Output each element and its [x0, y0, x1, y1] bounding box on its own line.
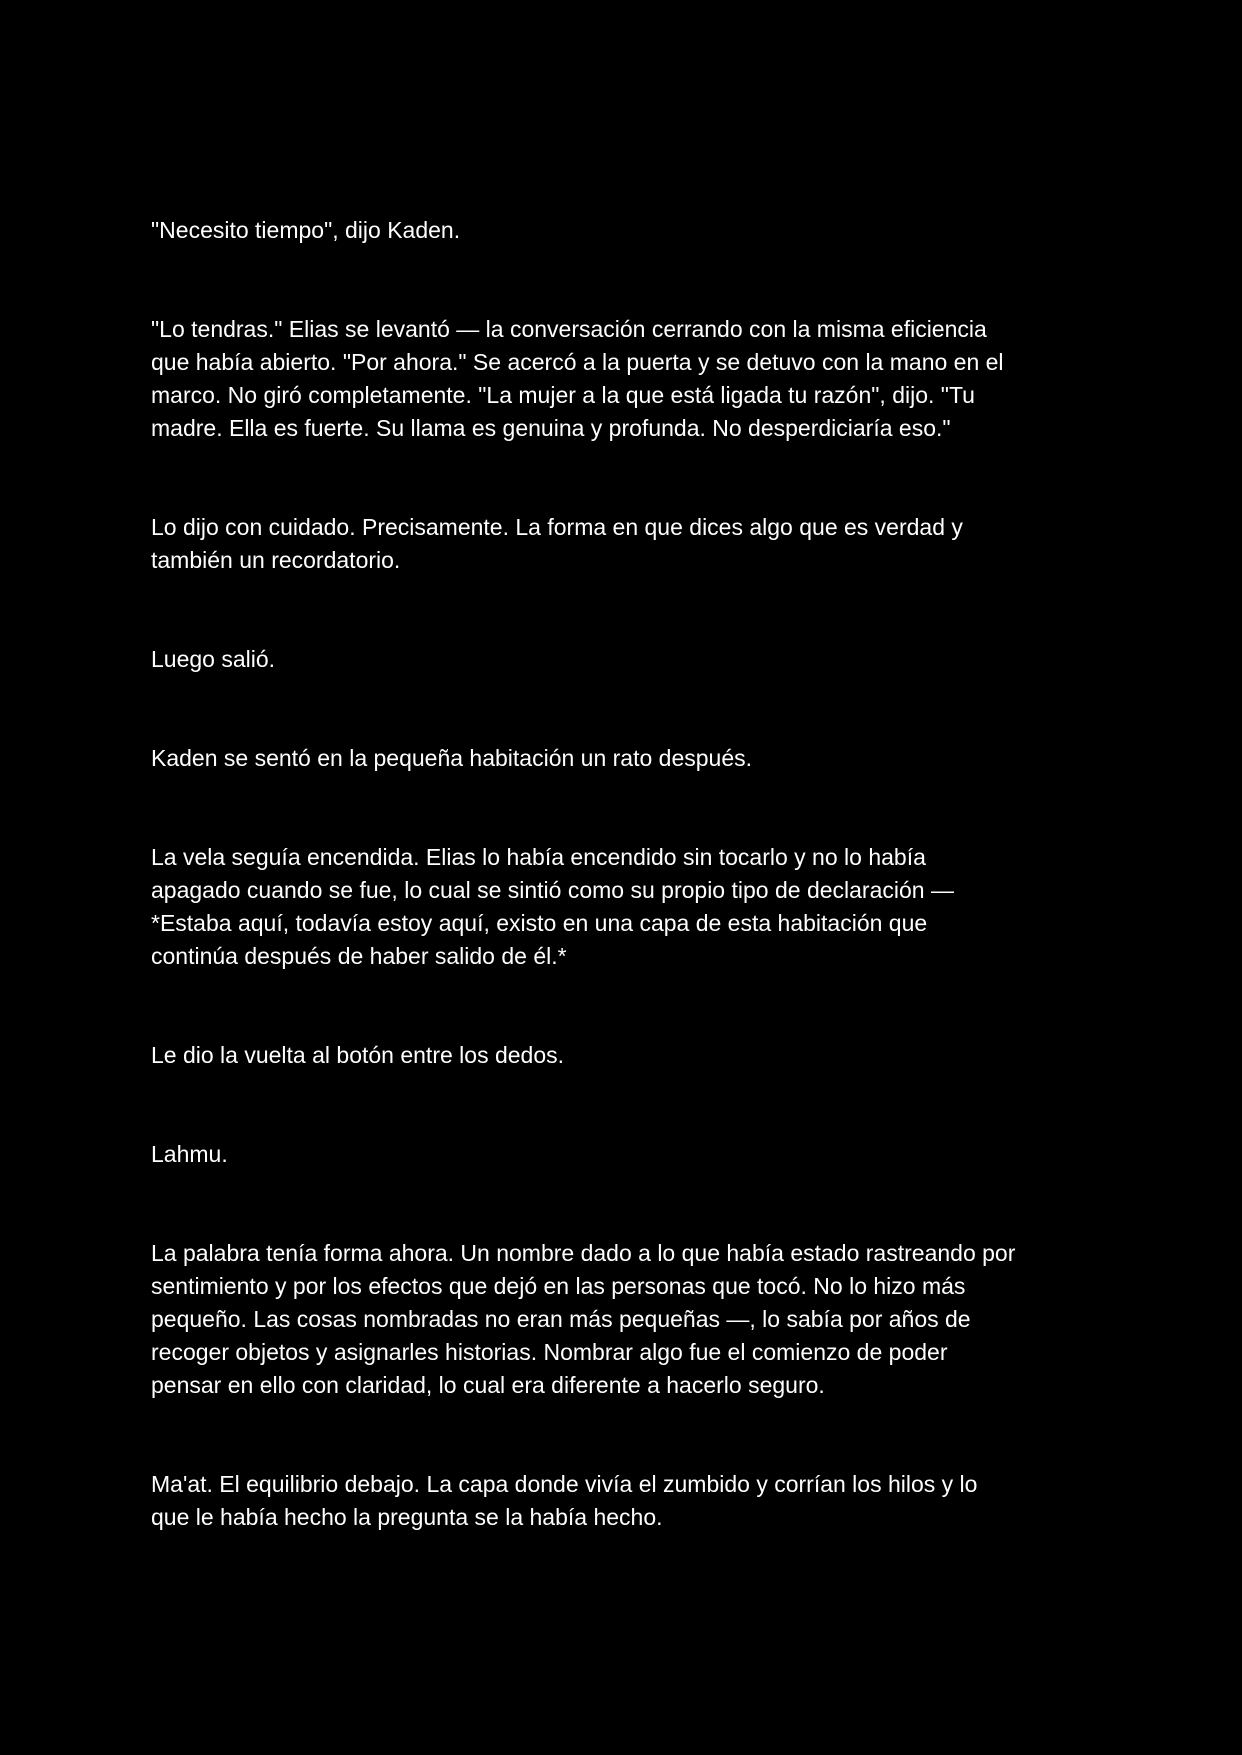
paragraph: "Lo tendras." Elias se levantó — la conversación cerrando con la misma eficiencia que había abierto. "Por ahora." Se acercó a la puerta y se detuvo con la mano en el marco. No giró completamente. "La mujer a la que está ligada tu razón", dijo. "Tu madre. Ella es fuerte. Su llama es genuina y profunda. No desperdiciaría eso." — [151, 316, 1004, 441]
paragraph: Luego salió. — [151, 646, 276, 672]
paragraph: "Necesito tiempo", dijo Kaden. — [151, 217, 461, 243]
paragraph: Kaden se sentó en la pequeña habitación un rato después. — [151, 745, 753, 771]
document-body — [151, 214, 1101, 1600]
paragraph: La palabra tenía forma ahora. Un nombre dado a lo que había estado rastreando por sentimiento y por los efectos que dejó en las personas que tocó. No lo hizo más pequeño. Las cosas nombradas no eran más pequeñas —, lo sabía por años de recoger objetos y asignarles historias. Nombrar algo fue el comienzo de poder pensar en ello con claridad, lo cual era diferente a hacerlo seguro. — [151, 1240, 1016, 1398]
paragraph: Le dio la vuelta al botón entre los dedos. — [151, 1042, 565, 1068]
paragraph: La vela seguía encendida. Elias lo había encendido sin tocarlo y no lo había apagado cuando se fue, lo cual se sintió como su propio tipo de declaración — *Estaba aquí, todavía estoy aquí, existo en una capa de esta habitación que continúa después de haber salido de él.* — [151, 844, 954, 969]
paragraph: Ma'at. El equilibrio debajo. La capa donde vivía el zumbido y corrían los hilos y lo que le había hecho la pregunta se la había hecho. — [151, 1471, 978, 1530]
paragraph: Lo dijo con cuidado. Precisamente. La forma en que dices algo que es verdad y también un recordatorio. — [151, 514, 963, 573]
paragraph: Lahmu. — [151, 1141, 228, 1167]
